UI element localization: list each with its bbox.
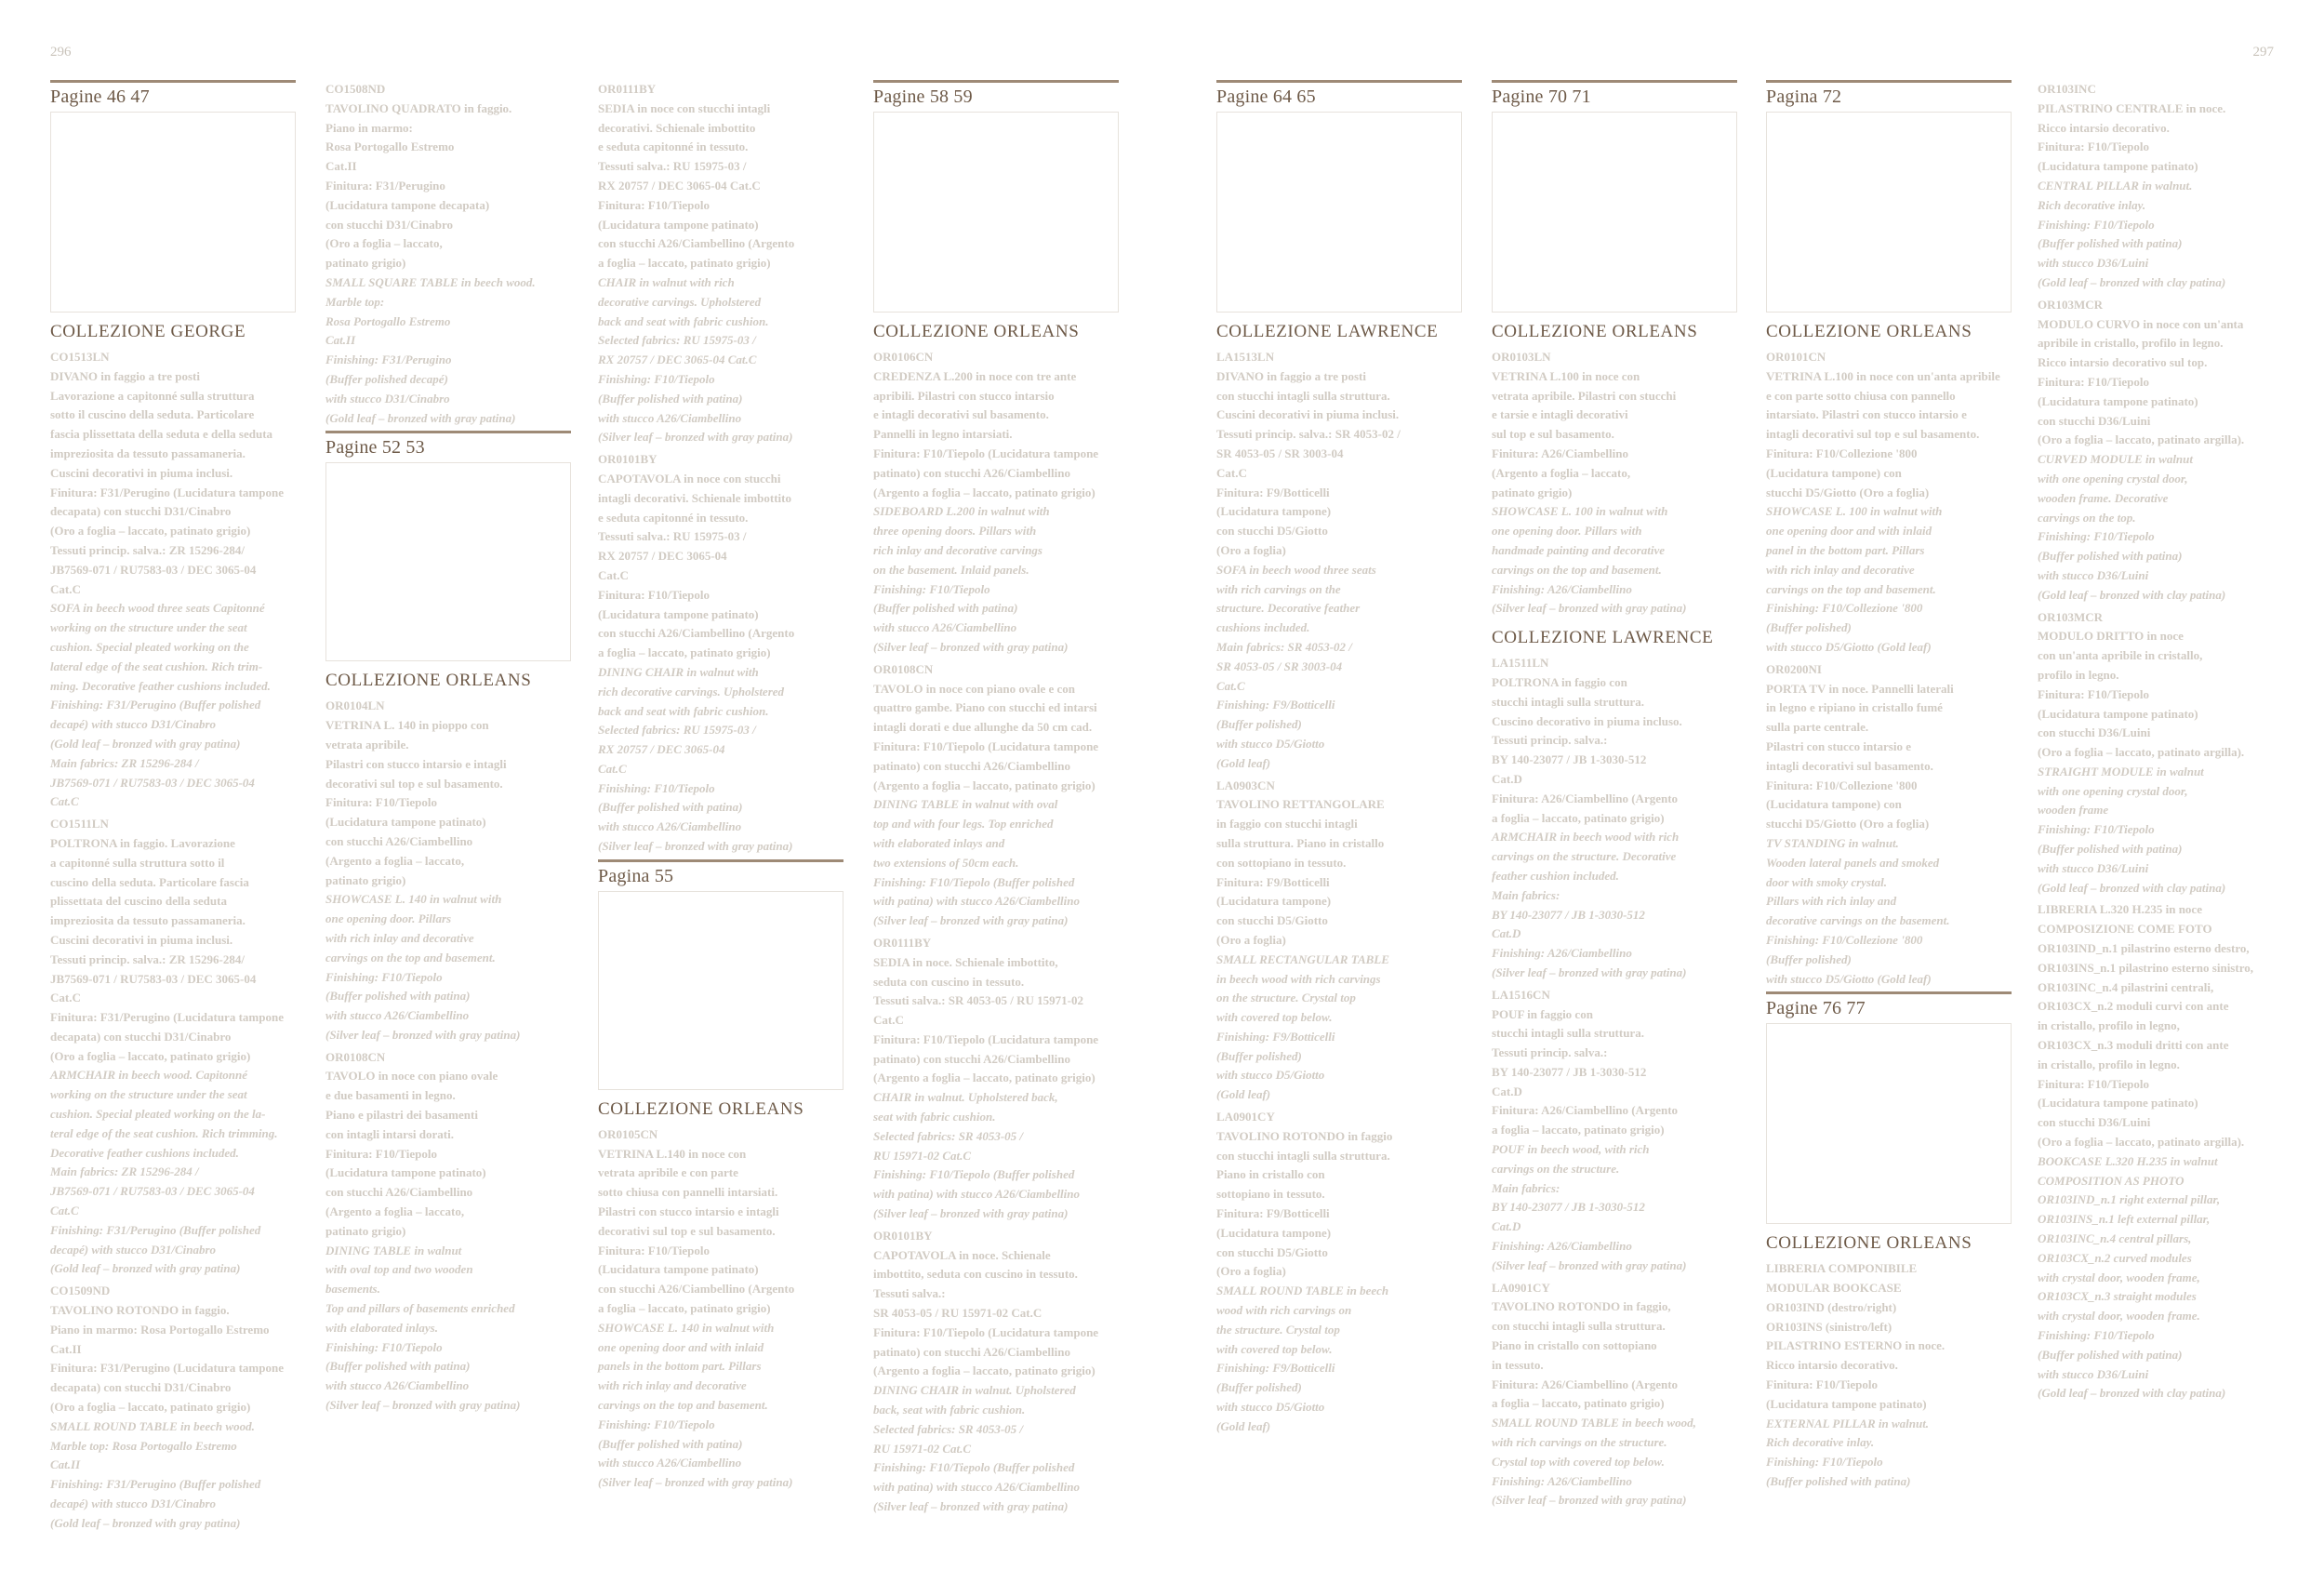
product-description-en: CENTRAL PILLAR in walnut. Rich decorative inlay. Finishing: F10/Tiepolo (Buffer polished with patina) with stucco D36/Luini (Gold leaf – bronzed with clay patina) xyxy=(2038,178,2226,289)
collection-heading: COLLEZIONE ORLEANS xyxy=(1766,322,1972,341)
product-code: OR103INC xyxy=(2038,82,2096,96)
product-description-en: SMALL ROUND TABLE in beech wood, with rich carvings on the structure. Crystal top with covered top below. Finishing: A26/Ciambellino (Silver leaf – bronzed with gray patina) xyxy=(1492,1416,1696,1508)
product-description-en: POUF in beech wood, with rich carvings on the structure. Main fabrics: BY 140-23077 / JB 1-3030-512 Cat.D Finishing: A26/Ciambellino (Silver leaf – bronzed with gray patina) xyxy=(1492,1142,1687,1272)
product-code: LIBRERIA COMPONIBILE MODULAR BOOKCASE xyxy=(1766,1261,1918,1296)
product-description-en: SOFA in beech wood three seats with rich carvings on the structure. Decorative feather cushions included. Main fabrics: SR 4053-02 / SR 4053-05 / SR 3003-04 Cat.C Finishing: F9/Botticelli (Buffer polished) with stucco D5/Giotto (Gold leaf) xyxy=(1216,562,1376,770)
product-description-it: VETRINA L.100 in noce con vetrata apribile. Pilastri con stucchi e tarsie e intagli decorativi sul top e sul basamento. Finitura: A26/Ciambellino (Argento a foglia – laccato, patinato grigio) xyxy=(1492,368,1677,499)
product-description-it: POUF in faggio con stucchi intagli sulla struttura. Tessuti princip. salva.: BY 140-23077 / JB 1-3030-512 Cat.D Finitura: A26/Ciambellino (Argento a foglia – laccato, patinato grigio) xyxy=(1492,1006,1679,1137)
product-description-it: TAVOLINO ROTONDO in faggio con stucchi intagli sulla struttura. Piano in cristallo con sottopiano in tessuto. Finitura: F9/Botticelli (Lucidatura tampone) con stucchi D5/Giotto (Oro a foglia) xyxy=(1216,1128,1393,1279)
divider-rule xyxy=(1492,80,1737,83)
photo-placeholder xyxy=(1492,112,1737,313)
product-description-it: TAVOLO in noce con piano ovale e due basamenti in legno. Piano e pilastri dei basamenti con intagli intarsi dorati. Finitura: F10/Tiepolo (Lucidatura tampone patinato) con stucchi A26/Ciambellino (Argento a foglia – laccato, patinato grigio) xyxy=(325,1069,498,1238)
page-reference-label: Pagine 70 71 xyxy=(1492,86,1591,107)
collection-heading: COLLEZIONE ORLEANS xyxy=(1766,1233,1972,1254)
product-description-it: VETRINA L.100 in noce con un'anta apribile e con parte sotto chiusa con pannello intarsiato. Pilastri con stucco intarsio e intagli decorativi sul top e sul basamento. Finitura: F10/Collezione '800 (Lucidatura tampone) con stucchi D5/Giotto (Oro a foglia) xyxy=(1766,368,2000,499)
divider-rule xyxy=(1766,991,2012,994)
product-description-it: POLTRONA in faggio. Lavorazione a capitonné sulla struttura sotto il cuscino della seduta. Particolare fascia plissettata del cuscino della seduta impreziosita da tessuto passamaneria. Cuscini decorativi in piuma inclusi. Tessuti princip. salva.: ZR 15296-284/ JB7569-071 / RU7583-03 / DEC 3065-04 Cat.C Finitura: F31/Perugino (Lucidatura tampone decapata) con stucchi D31/Cinabro (Oro a foglia – laccato, patinato grigio) xyxy=(50,835,284,1063)
product-entry xyxy=(873,348,1119,658)
product-description-en: CURVED MODULE in walnut with one opening crystal door, wooden frame. Decorative carvings on the top. Finishing: F10/Tiepolo (Buffer polished with patina) with stucco D36/Luini (Gold leaf – bronzed with clay patina) xyxy=(2038,452,2226,602)
product-description-it: OR103IND (destro/right) OR103INS (sinistro/left) PILASTRINO ESTERNO in noce. Ricco intarsio decorativo. Finitura: F10/Tiepolo (Lucidatura tampone patinato) xyxy=(1766,1299,1946,1411)
product-description-it: CAPOTAVOLA in noce con stucchi intagli decorativi. Schienale imbottito e seduta capitonné in tessuto. Tessuti salva.: RU 15975-03 / RX 20757 / DEC 3065-04 Cat.C Finitura: F10/Tiepolo (Lucidatura tampone patinato) con stucchi A26/Ciambellino (Argento a foglia – laccato, patinato grigio) xyxy=(598,471,795,660)
divider-rule xyxy=(1766,80,2012,83)
product-description-en: SHOWCASE L. 140 in walnut with one opening door and with inlaid panels in the bottom part. Pillars with rich inlay and decorative carvings on the top and basement. Finishing: F10/Tiepolo (Buffer polished with patina) with stucco A26/Ciambellino (Silver leaf – bronzed with gray patina) xyxy=(598,1320,793,1490)
product-description-en: SOFA in beech wood three seats Capitonné working on the structure under the seat cushion. Special pleated working on the lateral edge of the seat cushion. Rich trim- ming. Decorative feather cushions included. Finishing: F31/Perugino (Buffer polished decapé) with stucco D31/Cinabro (Gold leaf – bronzed with gray patina) Main fabrics: ZR 15296-284 / JB7569-071 / RU7583-03 / DEC 3065-04 Cat.C xyxy=(50,601,271,809)
product-description-it: CREDENZA L.200 in noce con tre ante apribili. Pilastri con stucco intarsio e intagli decorativi sul basamento. Pannelli in legno intarsiati. Finitura: F10/Tiepolo (Lucidatura tampone patinato) con stucchi A26/Ciambellino (Argento a foglia – laccato, patinato grigio) xyxy=(873,368,1099,499)
product-code: OR0101CN xyxy=(1766,350,1826,364)
product-code: CO1508ND xyxy=(325,82,386,96)
product-entry xyxy=(1492,654,1737,983)
product-description-it: DIVANO in faggio a tre posti Lavorazione a capitonné sulla struttura sotto il cuscino della seduta. Particolare fascia plissettata della seduta e della seduta impreziosita da tessuto passamaneria. Cuscini decorativi in piuma inclusi. Finitura: F31/Perugino (Lucidatura tampone decapata) con stucchi D31/Cinabro (Oro a foglia – laccato, patinato grigio) Tessuti princip. salva.: ZR 15296-284/ JB7569-071 / RU7583-03 / DEC 3065-04 Cat.C xyxy=(50,368,284,596)
product-entry xyxy=(325,697,571,1044)
catalog-column-3 xyxy=(598,80,843,1496)
product-entry xyxy=(2038,80,2283,293)
product-code: LA0901CY xyxy=(1492,1280,1550,1295)
product-code: OR0103LN xyxy=(1492,350,1551,364)
product-description-en: EXTERNAL PILLAR in walnut. Rich decorative inlay. Finishing: F10/Tiepolo (Buffer polished with patina) xyxy=(1766,1416,1930,1489)
product-entry xyxy=(325,1048,571,1416)
product-entry xyxy=(2038,608,2283,898)
product-description-en: SHOWCASE L. 100 in walnut with one opening door. Pillars with handmade painting and decorative carvings on the top and basement. Finishing: A26/Ciambellino (Silver leaf – bronzed with gray patina) xyxy=(1492,504,1687,616)
photo-placeholder xyxy=(325,462,571,661)
photo-placeholder xyxy=(873,112,1119,313)
product-entry xyxy=(1492,986,1737,1276)
product-entry xyxy=(50,815,296,1279)
product-code: OR0108CN xyxy=(873,661,934,676)
page-number-left: 296 xyxy=(50,45,72,60)
photo-placeholder xyxy=(1766,112,2012,313)
product-description-en: SIDEBOARD L.200 in walnut with three opening doors. Pillars with rich inlay and decorative carvings on the basement. Inlaid panels. Finishing: F10/Tiepolo (Buffer polished with patina) with stucco A26/Ciambellino (Silver leaf – bronzed with gray patina) xyxy=(873,504,1069,654)
product-description-en: DINING TABLE in walnut with oval top and with four legs. Top enriched with elaborated inlays and two extensions of 50cm each. Finishing: F10/Tiepolo (Buffer polished with patina) with stucco A26/Ciambellino (Silver leaf – bronzed with gray patina) xyxy=(873,797,1081,928)
page-reference xyxy=(1492,80,1737,313)
divider-rule xyxy=(598,859,843,862)
page-reference xyxy=(1216,80,1462,313)
page-reference-label: Pagine 46 47 xyxy=(50,86,150,107)
product-entry xyxy=(1766,348,2012,658)
product-description-en: SMALL ROUND TABLE in beech wood. Marble top: Rosa Portogallo Estremo Cat.II Finishing: F31/Perugino (Buffer polished decapé) with stucco D31/Cinabro (Gold leaf – bronzed with gray patina) xyxy=(50,1418,261,1530)
product-code: OR103MCR xyxy=(2038,297,2104,312)
product-description-en: SHOWCASE L. 140 in walnut with one opening door. Pillars with rich inlay and decorative carvings on the top and basement. Finishing: F10/Tiepolo (Buffer polished with patina) with stucco A26/Ciambellino (Silver leaf – bronzed with gray patina) xyxy=(325,892,521,1042)
product-entry xyxy=(598,1125,843,1493)
product-entry xyxy=(1216,777,1462,1106)
photo-placeholder xyxy=(50,112,296,313)
product-entry xyxy=(2038,296,2283,605)
collection-heading: COLLEZIONE GEORGE xyxy=(50,322,246,341)
product-code: OR0108CN xyxy=(325,1049,386,1064)
product-entry xyxy=(50,1282,296,1533)
product-description-en: STRAIGHT MODULE in walnut with one opening crystal door, wooden frame Finishing: F10/Tiepolo (Buffer polished with patina) with stucco D36/Luini (Gold leaf – bronzed with clay patina) xyxy=(2038,764,2226,895)
product-description-it: MODULO CURVO in noce con un'anta apribile in cristallo, profilo in legno. Ricco intarsio decorativo sul top. Finitura: F10/Tiepolo (Lucidatura tampone patinato) con stucchi D36/Luini (Oro a foglia – laccato, patinato argilla). xyxy=(2038,316,2245,447)
product-description-en: SMALL RECTANGULAR TABLE in beech wood with rich carvings on the structure. Crystal top with covered top below. Finishing: F9/Botticelli (Buffer polished) with stucco D5/Giotto (Gold leaf) xyxy=(1216,951,1389,1102)
product-description-it: TAVOLINO ROTONDO in faggio. Piano in marmo: Rosa Portogallo Estremo Cat.II Finitura: F31/Perugino (Lucidatura tampone decapata) con stucchi D31/Cinabro (Oro a foglia – laccato, patinato grigio) xyxy=(50,1303,284,1415)
product-code: OR0101BY xyxy=(598,452,657,467)
product-description-it: DIVANO in faggio a tre posti con stucchi intagli sulla struttura. Cuscini decorativi in piuma inclusi. Tessuti princip. salva.: SR 4053-02 / SR 4053-05 / SR 3003-04 Cat.C Finitura: F9/Botticelli (Lucidatura tampone) con stucchi D5/Giotto (Oro a foglia) xyxy=(1216,368,1401,557)
page-reference-label: Pagina 55 xyxy=(598,865,674,886)
product-description-it: SEDIA in noce. Schienale imbottito, seduta con cuscino in tessuto. Tessuti salva.: SR 4053-05 / RU 15971-02 Cat.C Finitura: F10/Tiepolo (Lucidatura tampone patinato) con stucchi A26/Ciambellino (Argento a foglia – laccato, patinato grigio) xyxy=(873,954,1099,1085)
product-code: LA1516CN xyxy=(1492,987,1550,1002)
page-reference xyxy=(50,80,296,313)
product-description-en: CHAIR in walnut. Upholstered back, seat with fabric cushion. Selected fabrics: SR 4053-05 / RU 15971-02 Cat.C Finishing: F10/Tiepolo (Buffer polished with patina) with stucco A26/Ciambellino (Silver leaf – bronzed with gray patina) xyxy=(873,1090,1081,1221)
photo-placeholder xyxy=(1216,112,1462,313)
product-description-it: TAVOLINO ROTONDO in faggio, con stucchi intagli sulla struttura. Piano in cristallo con sottopiano in tessuto. Finitura: A26/Ciambellino (Argento a foglia – laccato, patinato grigio) xyxy=(1492,1299,1679,1411)
product-code: OR103MCR xyxy=(2038,609,2104,624)
product-code: OR0106CN xyxy=(873,350,934,364)
product-description-en: DINING TABLE in walnut with oval top and two wooden basements. Top and pillars of basements enriched with elaborated inlays. Finishing: F10/Tiepolo (Buffer polished with patina) with stucco A26/Ciambellino (Silver leaf – bronzed with gray patina) xyxy=(325,1243,521,1413)
catalog-column-5 xyxy=(1216,80,1462,1440)
product-entry xyxy=(1492,348,1737,619)
product-code: OR0200NI xyxy=(1766,661,1822,676)
product-description-it: PORTA TV in noce. Pannelli laterali in legno e ripiano in cristallo fumé sulla parte centrale. Pilastri con stucco intarsio e intagli decorativi sul basamento. Finitura: F10/Collezione '800 (Lucidatura tampone) con stucchi D5/Giotto (Oro a foglia) xyxy=(1766,681,1954,831)
product-description-it: LIBRERIA L.320 H.235 in noce COMPOSIZIONE COME FOTO OR103IND_n.1 pilastrino esterno destro, OR103INS_n.1 pilastrino esterno sinistro, OR103INC_n.4 pilastrini centrali, OR103CX_n.2 moduli curvi con ante in cristallo, profilo in legno, OR103CX_n.3 moduli dritti con ante in cristallo, profilo in legno. Finitura: F10/Tiepolo (Lucidatura tampone patinato) con stucchi D36/Luini (Oro a foglia – laccato, patinato argilla). xyxy=(2038,902,2253,1150)
product-description-en: DINING CHAIR in walnut. Upholstered back, seat with fabric cushion. Selected fabrics: SR 4053-05 / RU 15971-02 Cat.C Finishing: F10/Tiepolo (Buffer polished with patina) with stucco A26/Ciambellino (Silver leaf – bronzed with gray patina) xyxy=(873,1383,1081,1514)
collection-heading: COLLEZIONE ORLEANS xyxy=(873,322,1080,341)
product-entry xyxy=(1216,348,1462,774)
product-code: CO1513LN xyxy=(50,350,110,364)
product-description-it: PILASTRINO CENTRALE in noce. Ricco intarsio decorativo. Finitura: F10/Tiepolo (Lucidatura tampone patinato) xyxy=(2038,100,2226,174)
product-entry xyxy=(598,80,843,447)
product-code: CO1509ND xyxy=(50,1284,111,1298)
catalog-column-1 xyxy=(50,80,296,1536)
page-reference xyxy=(1766,991,2012,1224)
product-code: OR0111BY xyxy=(598,82,657,96)
divider-rule xyxy=(325,431,571,433)
collection-heading: COLLEZIONE ORLEANS xyxy=(1492,322,1698,341)
photo-placeholder xyxy=(598,891,843,1090)
product-description-it: POLTRONA in faggio con stucchi intagli sulla struttura. Cuscino decorativo in piuma incluso. Tessuti princip. salva.: BY 140-23077 / JB 1-3030-512 Cat.D Finitura: A26/Ciambellino (Argento a foglia – laccato, patinato grigio) xyxy=(1492,674,1682,825)
collection-heading: COLLEZIONE LAWRENCE xyxy=(1216,322,1439,341)
page-reference-label: Pagine 58 59 xyxy=(873,86,973,107)
product-description-en: CHAIR in walnut with rich decorative carvings. Upholstered back and seat with fabric cushion. Selected fabrics: RU 15975-03 / RX 20757 / DEC 3065-04 Cat.C Finishing: F10/Tiepolo (Buffer polished with patina) with stucco A26/Ciambellino (Silver leaf – bronzed with gray patina) xyxy=(598,274,793,445)
catalog-column-7 xyxy=(1766,80,2012,1495)
page-reference-label: Pagine 76 77 xyxy=(1766,998,1866,1019)
product-entry xyxy=(50,348,296,812)
catalog-column-6 xyxy=(1492,80,1737,1513)
divider-rule xyxy=(1216,80,1462,83)
product-entry xyxy=(1766,660,2012,990)
product-entry xyxy=(598,450,843,857)
page-reference xyxy=(873,80,1119,313)
product-entry xyxy=(1766,1259,2012,1492)
page-reference xyxy=(598,859,843,1090)
product-entry xyxy=(873,934,1119,1224)
collection-heading: COLLEZIONE ORLEANS xyxy=(598,1098,804,1119)
catalog-column-2 xyxy=(325,80,571,1418)
product-description-it: TAVOLO in noce con piano ovale e con quattro gambe. Piano con stucchi ed intarsi intagli dorati e due allunghe da 50 cm cad. Finitura: F10/Tiepolo (Lucidatura tampone patinato) con stucchi A26/Ciambellino (Argento a foglia – laccato, patinato grigio) xyxy=(873,681,1099,792)
collection-heading: COLLEZIONE LAWRENCE xyxy=(1492,628,1714,648)
product-code: OR0101BY xyxy=(873,1228,933,1243)
product-description-en: DINING CHAIR in walnut with rich decorative carvings. Upholstered back and seat with fabric cushion. Selected fabrics: RU 15975-03 / RX 20757 / DEC 3065-04 Cat.C Finishing: F10/Tiepolo (Buffer polished with patina) with stucco A26/Ciambellino (Silver leaf – bronzed with gray patina) xyxy=(598,664,793,854)
catalog-column-8 xyxy=(2038,80,2283,1406)
product-code: LA0903CN xyxy=(1216,778,1275,792)
product-description-en: TV STANDING in walnut. Wooden lateral panels and smoked door with smoky crystal. Pillars with rich inlay and decorative carvings on the basement. Finishing: F10/Collezione '800 (Buffer polished) with stucco D5/Giotto (Gold leaf) xyxy=(1766,835,1950,986)
product-description-en: ARMCHAIR in beech wood with rich carvings on the structure. Decorative feather cushion included. Main fabrics: BY 140-23077 / JB 1-3030-512 Cat.D Finishing: A26/Ciambellino (Silver leaf – bronzed with gray patina) xyxy=(1492,830,1687,979)
product-entry xyxy=(873,660,1119,931)
product-code: LA1511LN xyxy=(1492,656,1549,671)
product-entry xyxy=(1492,1279,1737,1511)
product-description-en: SHOWCASE L. 100 in walnut with one opening door and with inlaid panel in the bottom part. Pillars with rich inlay and decorative carvings on the top and basement. Finishing: F10/Collezione '800 (Buffer polished) with stucco D5/Giotto (Gold leaf) xyxy=(1766,504,1943,654)
product-description-en: SMALL SQUARE TABLE in beech wood. Marble top: Rosa Portogallo Estremo Cat.II Finishing: F31/Perugino (Buffer polished decapé) with stucco D31/Cinabro (Gold leaf – bronzed with gray patina) xyxy=(325,274,536,425)
page-reference-label: Pagine 64 65 xyxy=(1216,86,1316,107)
page-number-right: 297 xyxy=(2252,45,2274,60)
product-description-en: ARMCHAIR in beech wood. Capitonné working on the structure under the seat cushion. Special pleated working on the la- teral edge of the seat cushion. Rich trimming. Decorative feather cushions included. Main fabrics: ZR 15296-284 / JB7569-071 / RU7583-03 / DEC 3065-04 Cat.C Finishing: F31/Perugino (Buffer polished decapé) with stucco D31/Cinabro (Gold leaf – bronzed with gray patina) xyxy=(50,1068,278,1276)
product-description-it: VETRINA L.140 in noce con vetrata apribile e con parte sotto chiusa con pannelli intarsiati. Pilastri con stucco intarsio e intagli decorativi sul top e sul basamento. Finitura: F10/Tiepolo (Lucidatura tampone patinato) con stucchi A26/Ciambellino (Argento a foglia – laccato, patinato grigio) xyxy=(598,1146,795,1316)
divider-rule xyxy=(873,80,1119,83)
product-entry xyxy=(1216,1108,1462,1437)
product-code: LA0901CY xyxy=(1216,1110,1275,1124)
product-code: LA1513LN xyxy=(1216,350,1275,364)
collection-heading: COLLEZIONE ORLEANS xyxy=(325,671,532,691)
page-reference xyxy=(325,431,571,661)
page-reference-label: Pagine 52 53 xyxy=(325,437,425,459)
product-description-it: TAVOLINO QUADRATO in faggio. Piano in marmo: Rosa Portogallo Estremo Cat.II Finitura: F31/Perugino (Lucidatura tampone decapata) con stucchi D31/Cinabro (Oro a foglia – laccato, patinato grigio) xyxy=(325,100,512,271)
product-code: OR0104LN xyxy=(325,698,385,713)
product-description-en: BOOKCASE L.320 H.235 in walnut COMPOSITION AS PHOTO OR103IND_n.1 right external pillar, OR103INS_n.1 left external pillar, OR103INC_n.4 central pillars, OR103CX_n.2 curved modules with crystal door, wooden frame, OR103CX_n.3 straight modules with crystal door, wooden frame. Finishing: F10/Tiepolo (Buffer polished with patina) with stucco D36/Luini (Gold leaf – bronzed with clay patina) xyxy=(2038,1153,2226,1401)
product-description-it: SEDIA in noce con stucchi intagli decorativi. Schienale imbottito e seduta capitonné in tessuto. Tessuti salva.: RU 15975-03 / RX 20757 / DEC 3065-04 Cat.C Finitura: F10/Tiepolo (Lucidatura tampone patinato) con stucchi A26/Ciambellino (Argento a foglia – laccato, patinato grigio) xyxy=(598,100,795,271)
page-reference-label: Pagina 72 xyxy=(1766,86,1842,107)
product-description-it: TAVOLINO RETTANGOLARE in faggio con stucchi intagli sulla struttura. Piano in cristallo con sottopiano in tessuto. Finitura: F9/Botticelli (Lucidatura tampone) con stucchi D5/Giotto (Oro a foglia) xyxy=(1216,797,1385,947)
photo-placeholder xyxy=(1766,1023,2012,1224)
catalog-column-4 xyxy=(873,80,1119,1520)
product-description-en: SMALL ROUND TABLE in beech wood with rich carvings on the structure. Crystal top with covered top below. Finishing: F9/Botticelli (Buffer polished) with stucco D5/Giotto (Gold leaf) xyxy=(1216,1284,1389,1433)
divider-rule xyxy=(50,80,296,83)
product-entry xyxy=(325,80,571,428)
product-entry xyxy=(873,1227,1119,1517)
product-description-it: VETRINA L. 140 in pioppo con vetrata apribile. Pilastri con stucco intarsio e intagli decorativi sul top e sul basamento. Finitura: F10/Tiepolo (Lucidatura tampone patinato) con stucchi A26/Ciambellino (Argento a foglia – laccato, patinato grigio) xyxy=(325,718,507,887)
product-code: OR0111BY xyxy=(873,935,932,950)
product-description-it: MODULO DRITTO in noce con un'anta apribile in cristallo, profilo in legno. Finitura: F10/Tiepolo (Lucidatura tampone patinato) con stucchi D36/Luini (Oro a foglia – laccato, patinato argilla). xyxy=(2038,629,2245,760)
product-entry xyxy=(2038,900,2283,1403)
product-code: OR0105CN xyxy=(598,1126,658,1141)
product-code: CO1511LN xyxy=(50,817,109,831)
product-description-it: CAPOTAVOLA in noce. Schienale imbottito, seduta con cuscino in tessuto. Tessuti salva.: SR 4053-05 / RU 15971-02 Cat.C Finitura: F10/Tiepolo (Lucidatura tampone patinato) con stucchi A26/Ciambellino (Argento a foglia – laccato, patinato grigio) xyxy=(873,1247,1099,1378)
page-reference xyxy=(1766,80,2012,313)
